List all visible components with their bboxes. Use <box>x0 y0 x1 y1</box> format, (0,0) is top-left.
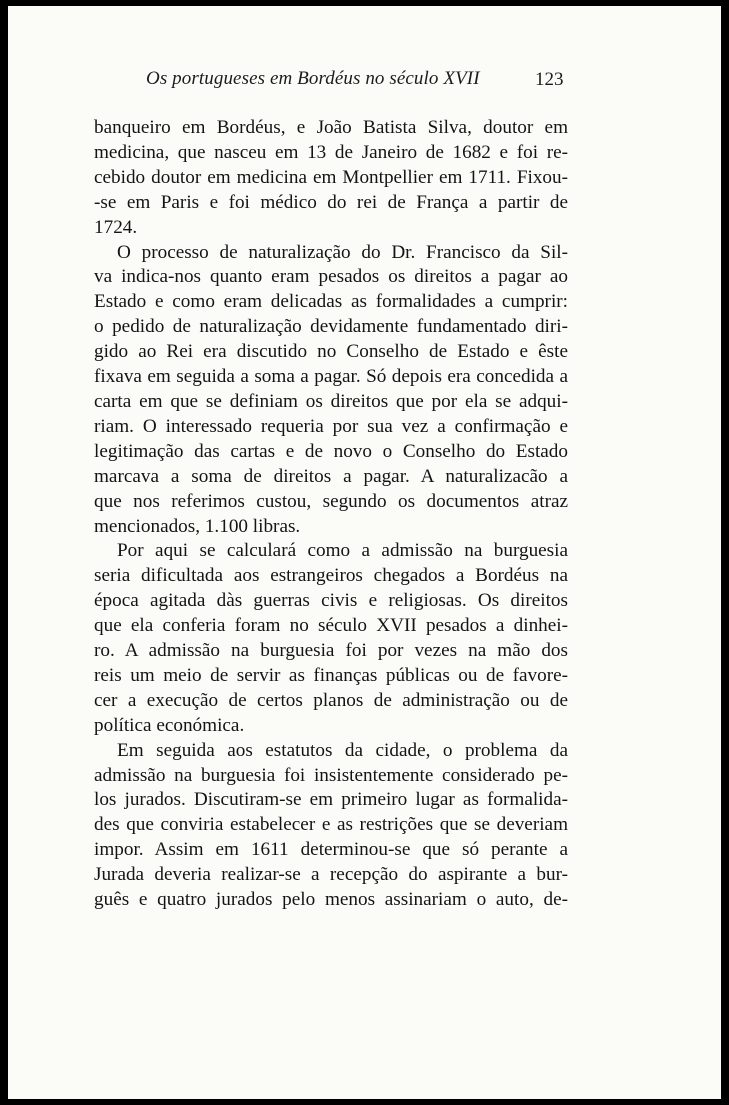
text-line: banqueiro em Bordéus, e João Batista Silva, doutor em <box>94 117 568 138</box>
text-line: mencionados, 1.100 libras. <box>94 515 301 537</box>
text-line: des que conviria estabelecer e as restrições que se deveriam <box>94 814 568 836</box>
page-header <box>8 68 721 92</box>
text-line: riam. O interessado requeria por sua vez a confirmação e <box>94 415 568 437</box>
text-line: reis um meio de servir as finanças públicas ou de favore- <box>94 664 568 686</box>
text-line: va indica-nos quanto eram pesados os direitos a pagar ao <box>94 266 568 288</box>
body-text <box>94 116 568 913</box>
text-line: política económica. <box>94 714 245 736</box>
text-line: -se em Paris e foi médico do rei de França a partir de <box>94 191 568 213</box>
text-line: fixava em seguida a soma a pagar. Só depois era concedida a <box>94 366 568 388</box>
text-line: 1724. <box>94 216 138 238</box>
text-line: o pedido de naturalização devidamente fundamentado diri- <box>94 316 568 338</box>
text-line: marcava a soma de direitos a pagar. A naturalizacão a <box>94 465 568 487</box>
text-line: gido ao Rei era discutido no Conselho de Estado e êste <box>94 341 568 363</box>
text-line: Estado e como eram delicadas as formalidades a cumprir: <box>94 291 568 313</box>
text-line: impor. Assim em 1611 determinou-se que só perante a <box>94 839 568 861</box>
text-line: O processo de naturalização do Dr. Francisco da Sil- <box>117 241 568 263</box>
text-line: carta em que se definiam os direitos que por ela se adqui- <box>94 390 568 412</box>
text-line: admissão na burguesia foi insistentemente considerado pe- <box>94 764 568 786</box>
text-line: guês e quatro jurados pelo menos assinariam o auto, de- <box>94 889 568 911</box>
running-title: Os portugueses em Bordéus no século XVII <box>146 68 480 89</box>
text-line: Em seguida aos estatutos da cidade, o problema da <box>117 739 568 761</box>
book-page <box>8 6 721 1099</box>
text-line: época agitada dàs guerras civis e religiosas. Os direitos <box>94 590 568 612</box>
paragraph-1 <box>94 116 568 241</box>
paragraph-2 <box>94 241 568 540</box>
text-line: ro. A admissão na burguesia foi por vezes na mão dos <box>94 640 568 662</box>
text-line: medicina, que nasceu em 13 de Janeiro de 1682 e foi re- <box>94 141 568 163</box>
text-line: que ela conferia foram no século XVII pesados a dinhei- <box>94 615 568 637</box>
text-line: los jurados. Discutiram-se em primeiro lugar as formalida- <box>94 789 568 811</box>
page-number: 123 <box>535 69 564 90</box>
text-line: Por aqui se calculará como a admissão na burguesia <box>117 540 568 562</box>
text-line: seria dificultada aos estrangeiros chegados a Bordéus na <box>94 565 568 587</box>
text-line: cebido doutor em medicina em Montpellier em 1711. Fixou- <box>94 166 568 188</box>
text-line: que nos referimos custou, segundo os documentos atraz <box>94 490 568 512</box>
text-line: legitimação das cartas e de novo o Conselho do Estado <box>94 440 568 462</box>
text-line: Jurada deveria realizar-se a recepção do aspirante a bur- <box>94 864 568 886</box>
text-line: cer a execução de certos planos de administração ou de <box>94 689 568 711</box>
paragraph-4 <box>94 739 568 913</box>
paragraph-3 <box>94 539 568 738</box>
